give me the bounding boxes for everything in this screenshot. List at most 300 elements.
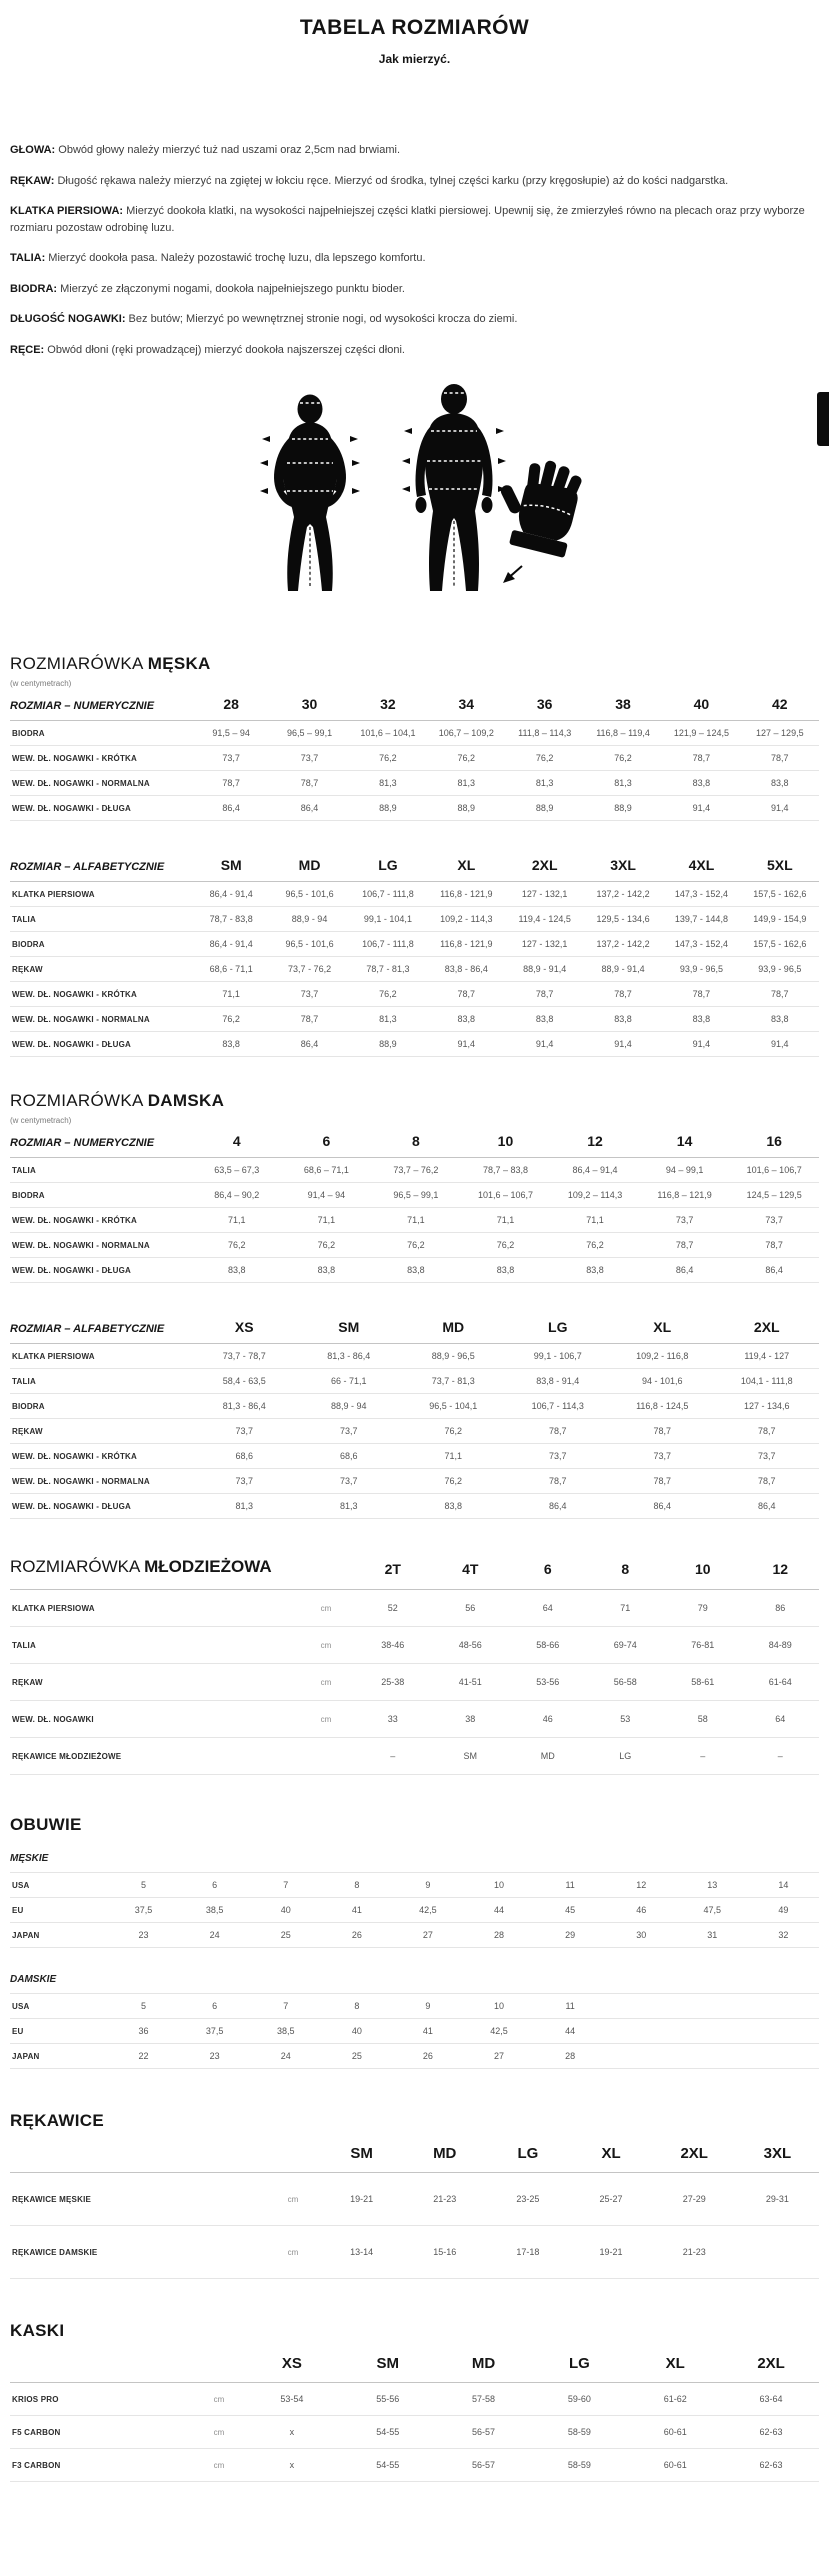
size-value: 73,7 - 76,2 bbox=[270, 957, 348, 982]
section-footwear bbox=[10, 1815, 819, 2069]
size-value: 40 bbox=[250, 1898, 321, 1923]
size-value: 36 bbox=[108, 2019, 179, 2044]
size-table-row bbox=[10, 1898, 819, 1923]
womens-numeric-size-table bbox=[10, 1133, 819, 1283]
size-value: 73,7 bbox=[192, 1419, 297, 1444]
size-value: 41-51 bbox=[432, 1664, 510, 1701]
size-value: 52 bbox=[354, 1590, 432, 1627]
table-heading-bold: MŁODZIEŻOWA bbox=[144, 1557, 272, 1576]
size-column-header: SM bbox=[320, 2145, 403, 2173]
size-value: 15-16 bbox=[403, 2226, 486, 2279]
size-column-header: XL bbox=[569, 2145, 652, 2173]
size-table-row bbox=[10, 1494, 819, 1519]
size-table-row bbox=[10, 1208, 819, 1233]
row-label: JAPAN bbox=[10, 2044, 108, 2069]
size-table-row bbox=[10, 2019, 819, 2044]
size-value: 73,7 bbox=[192, 746, 270, 771]
size-table-row bbox=[10, 746, 819, 771]
size-value: 58,4 - 63,5 bbox=[192, 1369, 297, 1394]
size-value: 25 bbox=[250, 1923, 321, 1948]
mens-numeric-size-table bbox=[10, 696, 819, 821]
size-value: 71,1 bbox=[371, 1208, 461, 1233]
table-header-row bbox=[10, 696, 819, 721]
size-value: 42,5 bbox=[463, 2019, 534, 2044]
size-value: 23-25 bbox=[486, 2173, 569, 2226]
size-value: 47,5 bbox=[677, 1898, 748, 1923]
size-value: 23 bbox=[179, 2044, 250, 2069]
size-table-row bbox=[10, 1369, 819, 1394]
size-value: 83,8 bbox=[401, 1494, 506, 1519]
size-value: 9 bbox=[392, 1873, 463, 1898]
table-header-label bbox=[10, 1557, 298, 1590]
size-value: MD bbox=[509, 1738, 587, 1775]
size-value: 71,1 bbox=[401, 1444, 506, 1469]
row-label: USA bbox=[10, 1994, 108, 2019]
unit-cell: cm bbox=[194, 2416, 244, 2449]
heading-bold: OBUWIE bbox=[10, 1815, 82, 1834]
size-column-header: 6 bbox=[282, 1133, 372, 1158]
size-value: 41 bbox=[392, 2019, 463, 2044]
size-value: 61-64 bbox=[742, 1664, 820, 1701]
footwear-mens-subheading: MĘSKIE bbox=[10, 1853, 49, 1864]
unit-cell: cm bbox=[298, 1627, 354, 1664]
size-value: 73,7 – 76,2 bbox=[371, 1158, 461, 1183]
size-value: 127 - 134,6 bbox=[715, 1394, 820, 1419]
row-label: WEW. DŁ. NOGAWKI - DŁUGA bbox=[10, 1032, 192, 1057]
size-column-header: 10 bbox=[664, 1557, 742, 1590]
size-value: 21-23 bbox=[653, 2226, 736, 2279]
size-column-header: LG bbox=[349, 857, 427, 882]
size-value: 73,7 bbox=[506, 1444, 611, 1469]
size-value: 86,4 bbox=[640, 1258, 730, 1283]
row-label: KLATKA PIERSIOWA bbox=[10, 1590, 298, 1627]
size-value: 78,7 bbox=[610, 1419, 715, 1444]
size-value: 5 bbox=[108, 1994, 179, 2019]
size-value: 60-61 bbox=[627, 2449, 723, 2482]
size-value: 10 bbox=[463, 1873, 534, 1898]
size-value: 25-38 bbox=[354, 1664, 432, 1701]
size-value bbox=[677, 2019, 748, 2044]
size-table-row bbox=[10, 1394, 819, 1419]
size-value: 116,8 - 124,5 bbox=[610, 1394, 715, 1419]
size-table-row bbox=[10, 1344, 819, 1369]
size-table-row bbox=[10, 1701, 819, 1738]
size-value: 81,3 - 86,4 bbox=[297, 1344, 402, 1369]
size-table-row bbox=[10, 2449, 819, 2482]
heading-bold: RĘKAWICE bbox=[10, 2111, 105, 2130]
size-value: 116,8 - 121,9 bbox=[427, 882, 505, 907]
row-label: WEW. DŁ. NOGAWKI - NORMALNA bbox=[10, 1469, 192, 1494]
size-column-header: 32 bbox=[349, 696, 427, 721]
size-column-header: 2T bbox=[354, 1557, 432, 1590]
size-value: 76,2 bbox=[506, 746, 584, 771]
row-label: WEW. DŁ. NOGAWKI - DŁUGA bbox=[10, 1258, 192, 1283]
size-column-header: 42 bbox=[741, 696, 819, 721]
size-value bbox=[677, 1994, 748, 2019]
row-label: WEW. DŁ. NOGAWKI - DŁUGA bbox=[10, 796, 192, 821]
glove-silhouette bbox=[486, 450, 586, 558]
size-column-header: SM bbox=[340, 2355, 436, 2383]
size-value: 83,8 bbox=[662, 771, 740, 796]
row-label: RĘKAW bbox=[10, 1419, 192, 1444]
size-value: 66 - 71,1 bbox=[297, 1369, 402, 1394]
size-column-header: 40 bbox=[662, 696, 740, 721]
size-value: 119,4 - 124,5 bbox=[506, 907, 584, 932]
row-label: WEW. DŁ. NOGAWKI - NORMALNA bbox=[10, 1233, 192, 1258]
size-value: 60-61 bbox=[627, 2416, 723, 2449]
size-value: x bbox=[244, 2449, 340, 2482]
size-table-row bbox=[10, 1258, 819, 1283]
size-value: 149,9 - 154,9 bbox=[741, 907, 819, 932]
measurement-illustration bbox=[200, 382, 630, 622]
size-value: 83,8 bbox=[741, 1007, 819, 1032]
unit-cell: cm bbox=[266, 2226, 320, 2279]
size-value: 104,1 - 111,8 bbox=[715, 1369, 820, 1394]
size-value: 40 bbox=[321, 2019, 392, 2044]
table-header-label: ROZMIAR – NUMERYCZNIE bbox=[10, 1133, 192, 1158]
size-value: 19-21 bbox=[320, 2173, 403, 2226]
row-label: WEW. DŁ. NOGAWKI - NORMALNA bbox=[10, 1007, 192, 1032]
size-value: 22 bbox=[108, 2044, 179, 2069]
size-value: 24 bbox=[179, 1923, 250, 1948]
size-value: 78,7 bbox=[270, 1007, 348, 1032]
size-value: 56-58 bbox=[587, 1664, 665, 1701]
size-value: 83,8 bbox=[584, 1007, 662, 1032]
size-value: 127 - 132,1 bbox=[506, 882, 584, 907]
size-value: 94 – 99,1 bbox=[640, 1158, 730, 1183]
row-label: TALIA bbox=[10, 1158, 192, 1183]
size-value: 24 bbox=[250, 2044, 321, 2069]
size-column-header: 10 bbox=[461, 1133, 551, 1158]
unit-cell: cm bbox=[266, 2173, 320, 2226]
size-value: 86,4 bbox=[270, 1032, 348, 1057]
instruction-paragraph: DŁUGOŚĆ NOGAWKI: Bez butów; Mierzyć po wewnętrznej stronie nogi, od wysokości krocza do ziemi. bbox=[10, 313, 518, 325]
size-table-row bbox=[10, 882, 819, 907]
size-table-row bbox=[10, 957, 819, 982]
female-silhouette bbox=[260, 395, 360, 592]
size-value: 11 bbox=[535, 1873, 606, 1898]
mens-shoe-table bbox=[10, 1872, 819, 1948]
size-value: 71 bbox=[587, 1590, 665, 1627]
size-column-header: MD bbox=[401, 1319, 506, 1344]
size-value: 54-55 bbox=[340, 2416, 436, 2449]
size-value: 11 bbox=[535, 1994, 606, 2019]
size-value: 78,7 bbox=[741, 746, 819, 771]
footwear-section-heading bbox=[10, 1815, 819, 1835]
size-column-header: 14 bbox=[640, 1133, 730, 1158]
size-table-row bbox=[10, 1158, 819, 1183]
size-value: 96,5 - 104,1 bbox=[401, 1394, 506, 1419]
unit-cell: cm bbox=[298, 1664, 354, 1701]
size-value: 28 bbox=[535, 2044, 606, 2069]
size-value: 17-18 bbox=[486, 2226, 569, 2279]
instruction-paragraph: TALIA: Mierzyć dookoła pasa. Należy pozostawić trochę luzu, dla lepszego komfortu. bbox=[10, 252, 426, 264]
size-value: 79 bbox=[664, 1590, 742, 1627]
size-value: 81,3 bbox=[349, 1007, 427, 1032]
size-value: 28 bbox=[463, 1923, 534, 1948]
size-value: 73,7 bbox=[715, 1444, 820, 1469]
size-value: 76,2 bbox=[584, 746, 662, 771]
hand-measure-arrow bbox=[503, 566, 522, 583]
size-value: 76-81 bbox=[664, 1627, 742, 1664]
row-label-light: RĘKAWICE bbox=[12, 2247, 57, 2257]
row-label-bold: MĘSKIE bbox=[59, 2194, 92, 2204]
size-value: 53-56 bbox=[509, 1664, 587, 1701]
size-column-header: 3XL bbox=[736, 2145, 819, 2173]
size-column-header: 30 bbox=[270, 696, 348, 721]
row-label: RĘKAWICE MŁODZIEŻOWE bbox=[10, 1738, 298, 1775]
size-value: 93,9 - 96,5 bbox=[741, 957, 819, 982]
size-column-header: 6 bbox=[509, 1557, 587, 1590]
heading-bold: KASKI bbox=[10, 2321, 65, 2340]
size-table-row bbox=[10, 796, 819, 821]
size-value: 76,2 bbox=[349, 746, 427, 771]
size-value: 91,4 bbox=[584, 1032, 662, 1057]
size-value: 23 bbox=[108, 1923, 179, 1948]
size-value: 78,7 – 83,8 bbox=[461, 1158, 551, 1183]
size-value: 91,4 bbox=[741, 1032, 819, 1057]
unit-cell: cm bbox=[298, 1590, 354, 1627]
size-value: 27 bbox=[463, 2044, 534, 2069]
size-value: 53-54 bbox=[244, 2383, 340, 2416]
size-table-row bbox=[10, 1873, 819, 1898]
size-table-row bbox=[10, 1419, 819, 1444]
size-value: SM bbox=[432, 1738, 510, 1775]
size-value: 88,9 - 94 bbox=[297, 1394, 402, 1419]
row-label-light: RĘKAWICE bbox=[12, 2194, 57, 2204]
size-value: 83,8 bbox=[550, 1258, 640, 1283]
size-table-row bbox=[10, 1994, 819, 2019]
gloves-size-table bbox=[10, 2145, 819, 2279]
size-value: 86,4 bbox=[506, 1494, 611, 1519]
section-womens-sizes bbox=[10, 1091, 819, 1519]
table-heading-light: ROZMIARÓWKA bbox=[10, 1557, 140, 1576]
womens-section-heading bbox=[10, 1091, 819, 1111]
size-value: 86,4 bbox=[192, 796, 270, 821]
size-value: 96,5 – 99,1 bbox=[270, 721, 348, 746]
size-table-row bbox=[10, 1007, 819, 1032]
size-value: 56-57 bbox=[436, 2449, 532, 2482]
size-value: 86,4 bbox=[729, 1258, 819, 1283]
unit-cell: cm bbox=[194, 2383, 244, 2416]
size-value: x bbox=[244, 2416, 340, 2449]
table-header-row bbox=[10, 1133, 819, 1158]
size-value: 62-63 bbox=[723, 2449, 819, 2482]
size-value: 68,6 bbox=[297, 1444, 402, 1469]
size-value: 106,7 - 111,8 bbox=[349, 932, 427, 957]
instruction-label: RĘKAW: bbox=[10, 174, 55, 187]
size-table-row bbox=[10, 1664, 819, 1701]
size-value: 94 - 101,6 bbox=[610, 1369, 715, 1394]
size-value: 106,7 - 111,8 bbox=[349, 882, 427, 907]
size-value: 6 bbox=[179, 1994, 250, 2019]
size-value: 42,5 bbox=[392, 1898, 463, 1923]
size-value: 73,7 bbox=[192, 1469, 297, 1494]
size-value: 12 bbox=[606, 1873, 677, 1898]
size-value: 78,7 - 83,8 bbox=[192, 907, 270, 932]
size-value: 83,8 bbox=[192, 1258, 282, 1283]
size-value: 29-31 bbox=[736, 2173, 819, 2226]
row-label: EU bbox=[10, 2019, 108, 2044]
size-value: 13 bbox=[677, 1873, 748, 1898]
size-table bbox=[10, 2145, 819, 2279]
row-label: BIODRA bbox=[10, 932, 192, 957]
size-value: 78,7 bbox=[610, 1469, 715, 1494]
size-value: 76,2 bbox=[461, 1233, 551, 1258]
size-value: 81,3 bbox=[427, 771, 505, 796]
size-column-header: 28 bbox=[192, 696, 270, 721]
size-value: 116,8 - 121,9 bbox=[427, 932, 505, 957]
size-value: 78,7 bbox=[640, 1233, 730, 1258]
size-value: 96,5 - 101,6 bbox=[270, 882, 348, 907]
table-header-row bbox=[10, 2145, 819, 2173]
row-label: WEW. DŁ. NOGAWKI - KRÓTKA bbox=[10, 982, 192, 1007]
side-widget-tab[interactable] bbox=[817, 392, 829, 446]
size-value: 6 bbox=[179, 1873, 250, 1898]
unit-column-header bbox=[194, 2355, 244, 2383]
size-table bbox=[10, 857, 819, 1057]
size-value: 25-27 bbox=[569, 2173, 652, 2226]
unit-cell: cm bbox=[194, 2449, 244, 2482]
size-column-header: MD bbox=[436, 2355, 532, 2383]
size-value: 111,8 – 114,3 bbox=[506, 721, 584, 746]
size-value: 88,9 bbox=[584, 796, 662, 821]
size-value: 26 bbox=[321, 1923, 392, 1948]
size-value: 46 bbox=[606, 1898, 677, 1923]
size-value: 83,8 bbox=[192, 1032, 270, 1057]
size-value: 73,7 bbox=[270, 982, 348, 1007]
size-column-header: 2XL bbox=[506, 857, 584, 882]
size-value: 157,5 - 162,6 bbox=[741, 882, 819, 907]
size-value: 137,2 - 142,2 bbox=[584, 932, 662, 957]
size-value: 5 bbox=[108, 1873, 179, 1898]
youth-size-table bbox=[10, 1557, 819, 1775]
size-table-row bbox=[10, 771, 819, 796]
measuring-instructions bbox=[10, 142, 819, 358]
size-value: 78,7 bbox=[506, 1419, 611, 1444]
row-label: JAPAN bbox=[10, 1923, 108, 1948]
size-table-row bbox=[10, 932, 819, 957]
size-value: 30 bbox=[606, 1923, 677, 1948]
size-table-row bbox=[10, 2226, 819, 2279]
row-label: KRIOS PRO bbox=[10, 2383, 194, 2416]
size-value bbox=[677, 2044, 748, 2069]
size-value: 31 bbox=[677, 1923, 748, 1948]
instruction-label: RĘCE: bbox=[10, 343, 45, 356]
size-value bbox=[736, 2226, 819, 2279]
size-value: 37,5 bbox=[108, 1898, 179, 1923]
section-mens-sizes bbox=[10, 654, 819, 1057]
size-value: 71,1 bbox=[550, 1208, 640, 1233]
size-value: 83,8 bbox=[741, 771, 819, 796]
size-value: 14 bbox=[748, 1873, 819, 1898]
size-value: 58-66 bbox=[509, 1627, 587, 1664]
size-value: 83,8 - 91,4 bbox=[506, 1369, 611, 1394]
size-value: 93,9 - 96,5 bbox=[662, 957, 740, 982]
size-value: 71,1 bbox=[192, 1208, 282, 1233]
size-value: 83,8 bbox=[427, 1007, 505, 1032]
size-value: 56 bbox=[432, 1590, 510, 1627]
instruction-paragraph: BIODRA: Mierzyć ze złączonymi nogami, dookoła najpełniejszego punktu bioder. bbox=[10, 282, 405, 295]
section-youth-sizes bbox=[10, 1557, 819, 1775]
size-table-row bbox=[10, 2173, 819, 2226]
size-value: 137,2 - 142,2 bbox=[584, 882, 662, 907]
size-value: 78,7 - 81,3 bbox=[349, 957, 427, 982]
instruction-label: KLATKA PIERSIOWA: bbox=[10, 205, 124, 217]
size-value: 78,7 bbox=[729, 1233, 819, 1258]
size-value: 91,5 – 94 bbox=[192, 721, 270, 746]
size-column-header: 5XL bbox=[741, 857, 819, 882]
instruction-label: BIODRA: bbox=[10, 282, 58, 295]
size-column-header: LG bbox=[506, 1319, 611, 1344]
size-value: 86,4 – 91,4 bbox=[550, 1158, 640, 1183]
size-value: 88,9 - 94 bbox=[270, 907, 348, 932]
size-value: 19-21 bbox=[569, 2226, 652, 2279]
size-value: 88,9 - 96,5 bbox=[401, 1344, 506, 1369]
size-table-row bbox=[10, 1469, 819, 1494]
size-column-header: MD bbox=[270, 857, 348, 882]
size-value: 68,6 - 71,1 bbox=[192, 957, 270, 982]
table-header-row bbox=[10, 1319, 819, 1344]
section-helmets bbox=[10, 2321, 819, 2482]
size-value: 54-55 bbox=[340, 2449, 436, 2482]
size-value: 48-56 bbox=[432, 1627, 510, 1664]
size-value: 58-59 bbox=[531, 2416, 627, 2449]
table-header-label bbox=[10, 2145, 266, 2173]
size-value: 91,4 – 94 bbox=[282, 1183, 372, 1208]
womens-alpha-size-table bbox=[10, 1319, 819, 1519]
size-value: 73,7 bbox=[640, 1208, 730, 1233]
size-column-header: 4T bbox=[432, 1557, 510, 1590]
instruction-paragraph: KLATKA PIERSIOWA: Mierzyć dookoła klatki, na wysokości najpełniejszej części klatki piersiowej. Upewnij się, że zmierzyłeś równo na plecach oraz przy wyborze rozmiaru pozostaw odrobinę luzu. bbox=[10, 205, 805, 234]
size-value: – bbox=[354, 1738, 432, 1775]
size-column-header: XS bbox=[192, 1319, 297, 1344]
heading-light: ROZMIARÓWKA bbox=[10, 1091, 143, 1110]
size-table-row bbox=[10, 2416, 819, 2449]
size-column-header: 2XL bbox=[723, 2355, 819, 2383]
size-column-header: XL bbox=[427, 857, 505, 882]
size-value: 83,8 - 86,4 bbox=[427, 957, 505, 982]
size-column-header: 8 bbox=[587, 1557, 665, 1590]
size-value: 121,9 – 124,5 bbox=[662, 721, 740, 746]
size-value: 81,3 bbox=[584, 771, 662, 796]
size-value: 88,9 bbox=[506, 796, 584, 821]
mens-section-heading bbox=[10, 654, 819, 674]
size-value: 45 bbox=[535, 1898, 606, 1923]
size-value: 78,7 bbox=[270, 771, 348, 796]
size-value: 78,7 bbox=[506, 1469, 611, 1494]
size-value: 139,7 - 144,8 bbox=[662, 907, 740, 932]
size-column-header: XS bbox=[244, 2355, 340, 2383]
row-label: BIODRA bbox=[10, 1183, 192, 1208]
size-value: 29 bbox=[535, 1923, 606, 1948]
size-column-header: LG bbox=[486, 2145, 569, 2173]
page-subtitle: Jak mierzyć. bbox=[378, 52, 451, 66]
size-value: 83,8 bbox=[506, 1007, 584, 1032]
size-value: 73,7 bbox=[610, 1444, 715, 1469]
size-value: 7 bbox=[250, 1994, 321, 2019]
size-table-row bbox=[10, 1923, 819, 1948]
size-value: 59-60 bbox=[531, 2383, 627, 2416]
size-value: 27 bbox=[392, 1923, 463, 1948]
size-value: 81,3 bbox=[192, 1494, 297, 1519]
size-value: 76,2 bbox=[401, 1419, 506, 1444]
size-column-header: 38 bbox=[584, 696, 662, 721]
gloves-section-heading bbox=[10, 2111, 819, 2131]
row-label: USA bbox=[10, 1873, 108, 1898]
size-value: 78,7 bbox=[662, 982, 740, 1007]
size-column-header: 8 bbox=[371, 1133, 461, 1158]
